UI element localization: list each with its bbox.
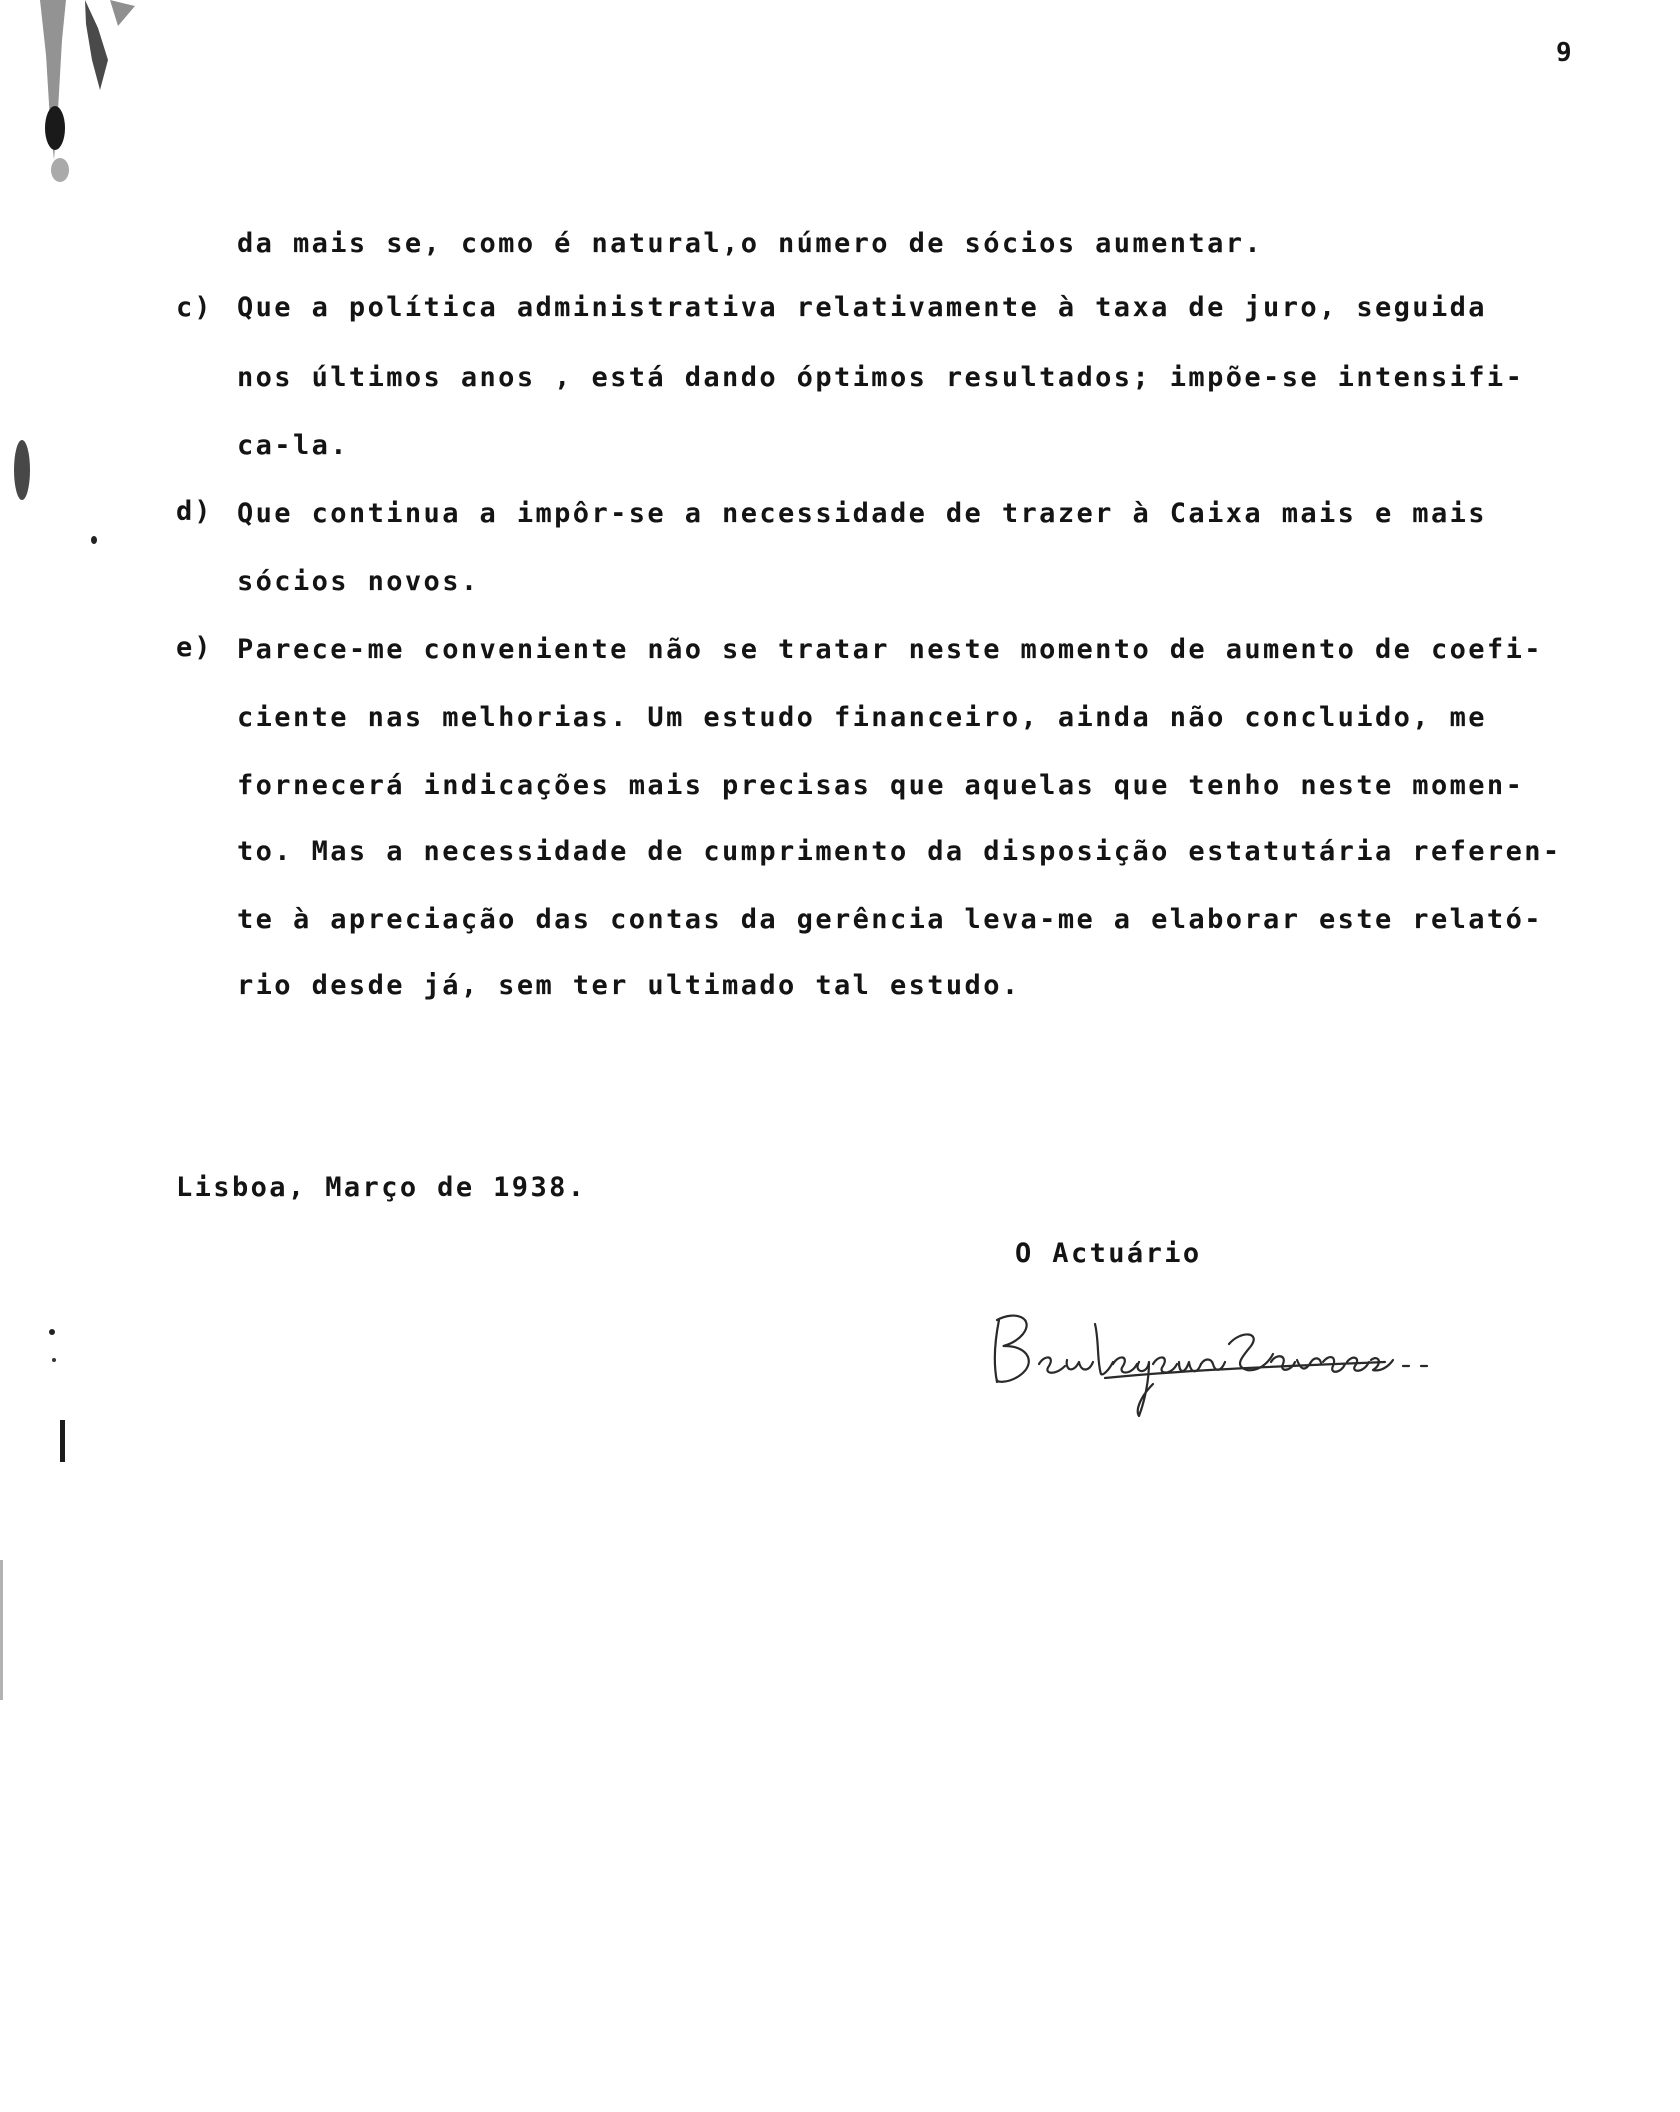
item-letter-d: d): [176, 496, 213, 527]
item-e-line-2: ciente nas melhorias. Um estudo financeiro, ainda não concluido, me: [237, 702, 1487, 733]
item-letter-e: e): [176, 632, 213, 663]
item-letter-c: c): [176, 292, 213, 323]
item-c-line-2: nos últimos anos , está dando óptimos resultados; impõe-se intensifi-: [237, 362, 1525, 393]
item-c-line-1: Que a política administrativa relativamente à taxa de juro, seguida: [237, 292, 1487, 323]
scan-edge-marks: [0, 0, 140, 1700]
item-e-line-3: fornecerá indicações mais precisas que aquelas que tenho neste momen-: [237, 770, 1525, 801]
handwritten-signature: [985, 1300, 1475, 1420]
item-e-line-6: rio desde já, sem ter ultimado tal estudo.: [237, 970, 1021, 1001]
item-d-line-2: sócios novos.: [237, 566, 480, 597]
item-e-line-5: te à apreciação das contas da gerência leva-me a elaborar este relató-: [237, 904, 1543, 935]
signatory-title: O Actuário: [1015, 1238, 1202, 1269]
item-e-line-1: Parece-me conveniente não se tratar neste momento de aumento de coefi-: [237, 634, 1543, 665]
continuation-line: da mais se, como é natural,o número de sócios aumentar.: [237, 228, 1264, 259]
item-c-line-3: ca-la.: [237, 430, 349, 461]
place-and-date: Lisboa, Março de 1938.: [176, 1172, 587, 1203]
item-d-line-1: Que continua a impôr-se a necessidade de trazer à Caixa mais e mais: [237, 498, 1487, 529]
item-e-line-4: to. Mas a necessidade de cumprimento da disposição estatutária referen-: [237, 836, 1562, 867]
page-number: 9: [1556, 38, 1572, 68]
